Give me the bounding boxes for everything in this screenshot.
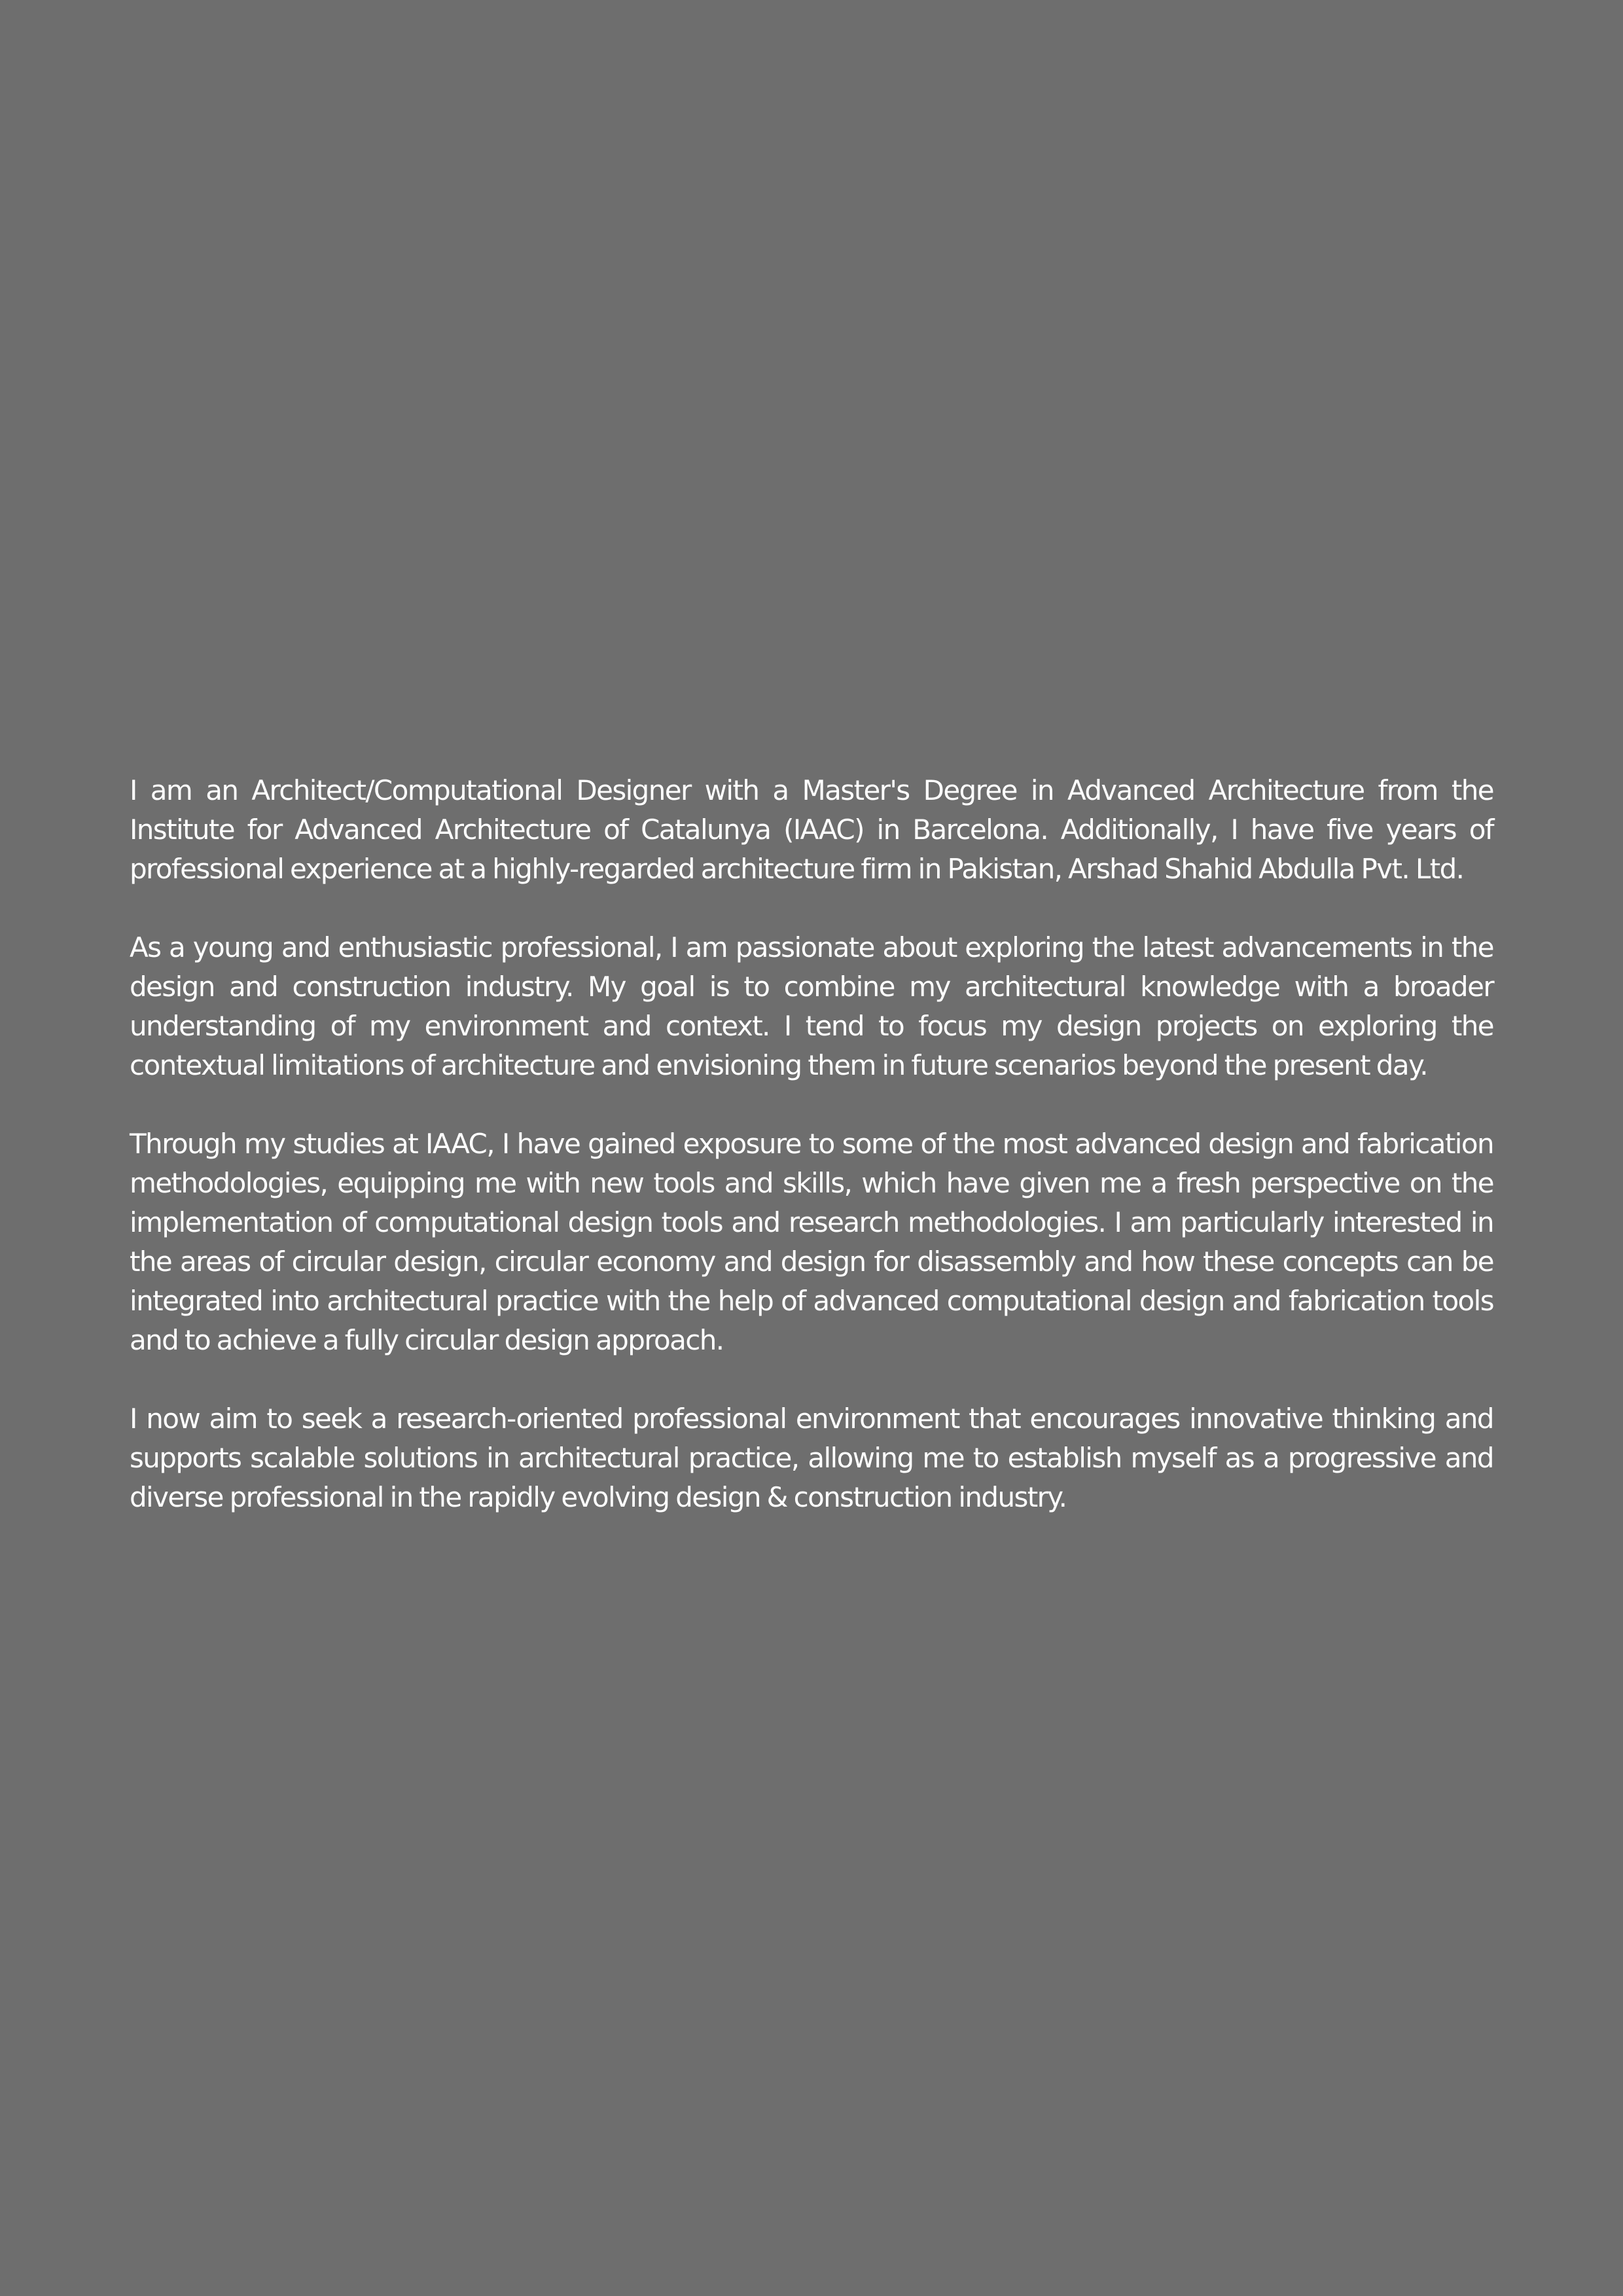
intro-paragraph: I am an Architect/Computational Designer with a Master's Degree in Advanced Architecture from the Institute for Advanced Architecture of Catalunya (IAAC) in Barcelona. Additionally, I have five years of professional experience at a highly-regarded architecture firm in Pakistan, Arshad Shahid Abdulla Pvt. Ltd. [130,774,1493,885]
passion-paragraph: As a young and enthusiastic professional, I am passionate about exploring the latest advancements in the design and construction industry. My goal is to combine my architectural knowledge with a broader understanding of my environment and context. I tend to focus my design projects on exploring the contextual limitations of architecture and envisioning them in future scenarios beyond the present day. [130,931,1493,1081]
aim-paragraph: I now aim to seek a research-oriented professional environment that encourages innovative thinking and supports scalable solutions in architectural practice, allowing me to establish myself as a progressive and diverse professional in the rapidly evolving design & construction industry. [130,1403,1493,1513]
about-text-block [130,771,1493,1517]
studies-paragraph: Through my studies at IAAC, I have gained exposure to some of the most advanced design and fabrication methodologies, equipping me with new tools and skills, which have given me a fresh perspective on the implementation of computational design tools and research methodologies. I am particularly interested in the areas of circular design, circular economy and design for disassembly and how these concepts can be integrated into architectural practice with the help of advanced computational design and fabrication tools and to achieve a fully circular design approach. [130,1128,1493,1356]
